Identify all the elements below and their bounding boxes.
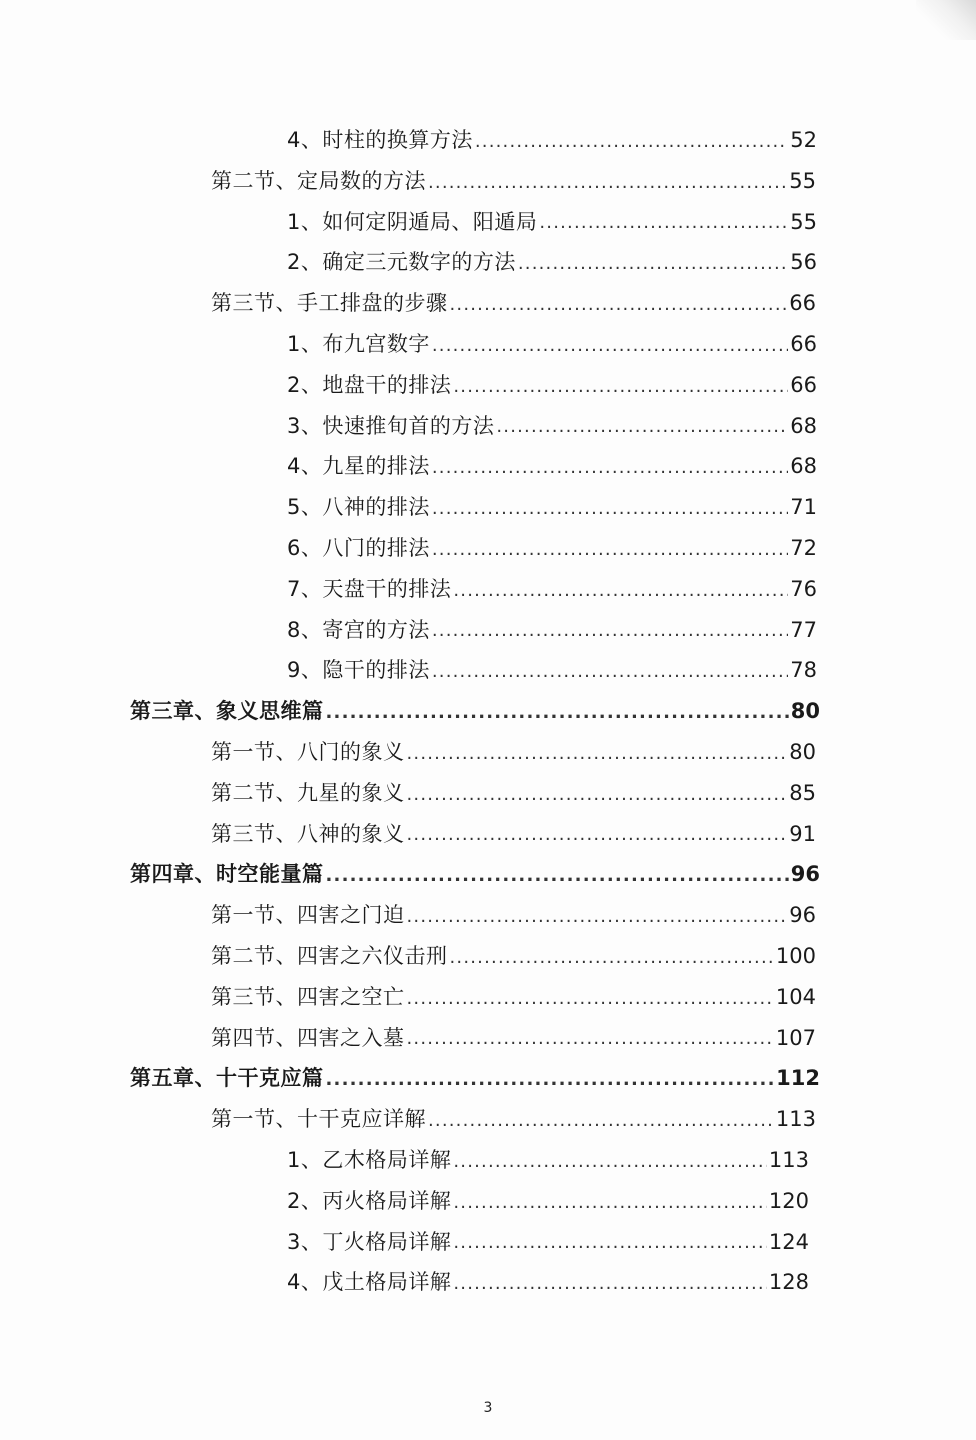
toc-entry-page: 96 [790, 862, 820, 887]
toc-entry-label: 3、丁火格局详解 [287, 1229, 452, 1254]
toc-entry-label: 第二节、九星的象义 [211, 780, 405, 805]
toc-entry [287, 202, 817, 243]
toc-entry-label: 1、乙木格局详解 [287, 1147, 452, 1172]
toc-entry-label: 第三节、手工排盘的步骤 [211, 291, 448, 316]
toc-entry-label: 6、八门的排法 [287, 535, 430, 560]
toc-entry-page: 55 [789, 168, 816, 193]
toc-chapter-entry [130, 691, 820, 732]
toc-chapter-entry [130, 854, 820, 895]
toc-entry-page: 91 [789, 821, 816, 846]
toc-entry-page: 66 [790, 372, 817, 397]
toc-entry-label: 9、隐干的排法 [287, 658, 430, 683]
toc-entry-label: 第三节、八神的象义 [211, 821, 405, 846]
toc-entry [287, 569, 817, 610]
toc-entry-page: 66 [789, 291, 816, 316]
toc-entry-page: 80 [790, 699, 820, 724]
toc-entry-page: 78 [790, 658, 817, 683]
toc-dot-leader [432, 528, 788, 569]
toc-entry-label: 4、戊土格局详解 [287, 1270, 452, 1295]
toc-dot-leader [407, 895, 788, 936]
toc-entry [211, 977, 816, 1018]
toc-entry-label: 第二节、定局数的方法 [211, 168, 426, 193]
toc-dot-leader [450, 283, 788, 324]
toc-entry-page: 107 [775, 1025, 816, 1050]
page-number: 3 [483, 1400, 493, 1416]
toc-entry [211, 895, 816, 936]
toc-entry [211, 732, 816, 773]
table-of-contents [0, 120, 976, 1303]
toc-dot-leader [326, 854, 789, 895]
toc-entry [211, 283, 816, 324]
toc-entry-label: 7、天盘干的排法 [287, 576, 452, 601]
toc-entry [287, 446, 817, 487]
toc-entry-page: 124 [768, 1229, 809, 1254]
toc-entry [287, 120, 817, 161]
toc-dot-leader [428, 1099, 774, 1140]
toc-dot-leader [496, 406, 788, 447]
toc-dot-leader [407, 977, 774, 1018]
toc-dot-leader [518, 242, 788, 283]
toc-entry [211, 814, 816, 855]
toc-entry-page: 76 [790, 576, 817, 601]
toc-entry-label: 4、九星的排法 [287, 454, 430, 479]
toc-dot-leader [453, 1222, 767, 1263]
toc-entry [211, 1018, 816, 1059]
toc-entry-page: 77 [790, 617, 817, 642]
toc-entry [287, 528, 817, 569]
toc-entry-page: 68 [790, 413, 817, 438]
toc-entry-page: 85 [789, 780, 816, 805]
toc-entry-label: 第五章、十干克应篇 [130, 1066, 324, 1091]
toc-entry [211, 161, 816, 202]
toc-entry-label: 8、寄宫的方法 [287, 617, 430, 642]
page-corner-shadow [916, 0, 976, 40]
toc-entry-page: 56 [790, 250, 817, 275]
toc-dot-leader [407, 814, 788, 855]
toc-entry [287, 487, 817, 528]
toc-entry-page: 52 [790, 128, 817, 152]
toc-entry [287, 406, 817, 447]
toc-entry [287, 365, 817, 406]
toc-entry-page: 120 [768, 1188, 809, 1213]
toc-entry-page: 100 [775, 943, 816, 968]
toc-dot-leader [432, 487, 788, 528]
toc-entry-page: 80 [789, 739, 816, 764]
toc-chapter-entry [130, 1058, 820, 1099]
toc-entry-label: 2、地盘干的排法 [287, 372, 452, 397]
toc-entry-label: 1、布九宫数字 [287, 331, 430, 356]
toc-entry-page: 72 [790, 535, 817, 560]
toc-entry [287, 1262, 809, 1303]
toc-entry-page: 71 [790, 495, 817, 520]
toc-dot-leader [326, 1058, 775, 1099]
toc-entry [211, 936, 816, 977]
toc-dot-leader [453, 1140, 767, 1181]
toc-entry-label: 2、确定三元数字的方法 [287, 250, 516, 275]
toc-entry-label: 第四节、四害之入墓 [211, 1025, 405, 1050]
toc-entry-label: 1、如何定阴遁局、阳遁局 [287, 209, 538, 234]
toc-dot-leader [539, 202, 788, 243]
toc-dot-leader [432, 650, 788, 691]
toc-dot-leader [326, 691, 789, 732]
toc-entry [287, 1181, 809, 1222]
toc-entry-label: 第一节、四害之门迫 [211, 903, 405, 928]
toc-entry [287, 1140, 809, 1181]
toc-dot-leader [453, 365, 788, 406]
toc-entry-page: 96 [789, 903, 816, 928]
toc-dot-leader [428, 161, 787, 202]
toc-entry-label: 第四章、时空能量篇 [130, 862, 324, 887]
toc-dot-leader [432, 324, 788, 365]
toc-entry-label: 4、时柱的换算方法 [287, 128, 473, 152]
toc-entry-page: 113 [768, 1147, 809, 1172]
toc-entry-label: 2、丙火格局详解 [287, 1188, 452, 1213]
toc-entry [287, 324, 817, 365]
toc-entry-page: 55 [790, 209, 817, 234]
toc-entry [211, 773, 816, 814]
toc-entry [287, 650, 817, 691]
toc-entry-page: 128 [768, 1270, 809, 1295]
toc-entry-label: 3、快速推旬首的方法 [287, 413, 495, 438]
toc-entry-label: 第一节、十干克应详解 [211, 1107, 426, 1132]
toc-entry-page: 112 [776, 1066, 820, 1091]
toc-entry-label: 第二节、四害之六仪击刑 [211, 943, 448, 968]
toc-entry [287, 1222, 809, 1263]
toc-entry-page: 66 [790, 331, 817, 356]
toc-dot-leader [432, 610, 788, 651]
toc-entry-label: 第三章、象义思维篇 [130, 699, 324, 724]
toc-entry [287, 242, 817, 283]
toc-entry-page: 113 [775, 1107, 816, 1132]
toc-dot-leader [432, 446, 788, 487]
toc-dot-leader [475, 120, 788, 161]
toc-dot-leader [407, 1018, 774, 1059]
toc-entry-label: 第一节、八门的象义 [211, 739, 405, 764]
toc-entry [287, 610, 817, 651]
toc-entry-label: 第三节、四害之空亡 [211, 984, 405, 1009]
toc-entry [211, 1099, 816, 1140]
toc-dot-leader [453, 1262, 767, 1303]
toc-entry-page: 104 [775, 984, 816, 1009]
toc-dot-leader [407, 732, 788, 773]
toc-entry-page: 68 [790, 454, 817, 479]
toc-entry-label: 5、八神的排法 [287, 495, 430, 520]
toc-dot-leader [407, 773, 788, 814]
toc-dot-leader [453, 1181, 767, 1222]
toc-dot-leader [453, 569, 788, 610]
toc-dot-leader [450, 936, 774, 977]
